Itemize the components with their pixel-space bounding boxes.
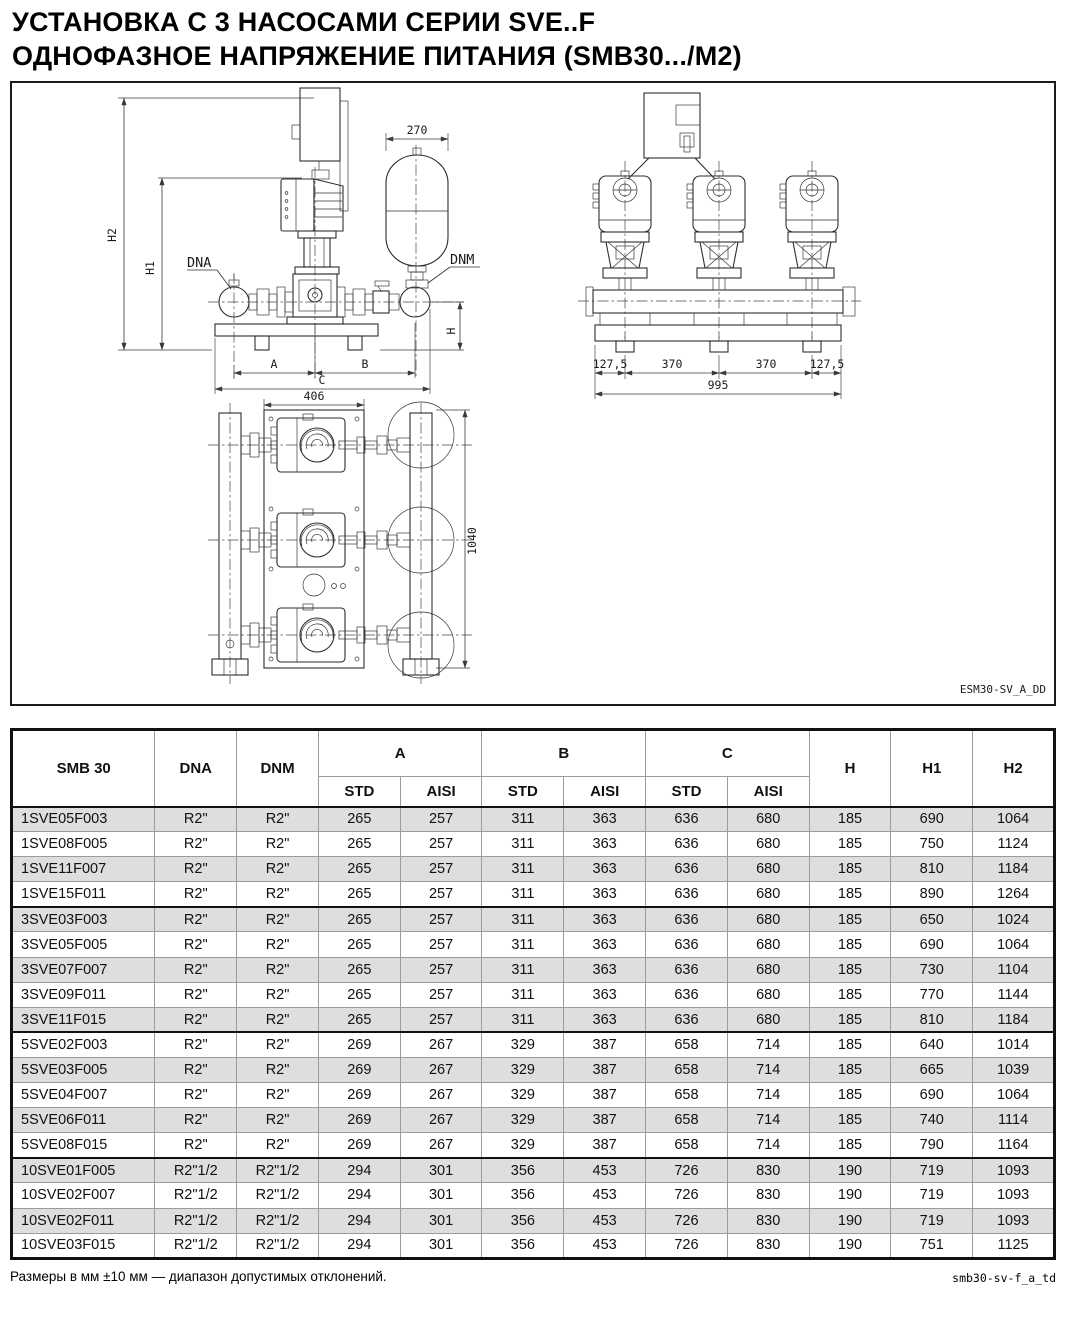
table-row bbox=[12, 907, 1055, 932]
value-cell: 185 bbox=[809, 857, 891, 882]
page-footer bbox=[10, 1269, 1056, 1285]
value-cell: 719 bbox=[891, 1208, 973, 1233]
col-header-h1: H1 bbox=[891, 730, 973, 807]
value-cell: 1125 bbox=[973, 1233, 1055, 1258]
plan-view bbox=[208, 389, 479, 684]
table-row bbox=[12, 1108, 1055, 1133]
value-cell: 1124 bbox=[973, 832, 1055, 857]
subcol-header-a-aisi: AISI bbox=[400, 777, 482, 807]
value-cell: 269 bbox=[318, 1108, 400, 1133]
value-cell: 1064 bbox=[973, 1083, 1055, 1108]
value-cell: R2" bbox=[237, 1133, 319, 1158]
value-cell: 257 bbox=[400, 807, 482, 832]
port-dna-label: DNA bbox=[187, 255, 212, 271]
value-cell: 257 bbox=[400, 1007, 482, 1032]
value-cell: 301 bbox=[400, 1183, 482, 1208]
model-cell: 3SVE05F005 bbox=[12, 932, 155, 957]
model-cell: 3SVE07F007 bbox=[12, 957, 155, 982]
model-cell: 5SVE04F007 bbox=[12, 1083, 155, 1108]
value-cell: 690 bbox=[891, 932, 973, 957]
value-cell: 714 bbox=[727, 1032, 809, 1057]
value-cell: R2" bbox=[237, 1032, 319, 1057]
table-body bbox=[12, 807, 1055, 1259]
value-cell: R2" bbox=[237, 982, 319, 1007]
value-cell: 830 bbox=[727, 1158, 809, 1183]
model-cell: 5SVE06F011 bbox=[12, 1108, 155, 1133]
value-cell: 726 bbox=[646, 1208, 728, 1233]
value-cell: 185 bbox=[809, 832, 891, 857]
value-cell: R2"1/2 bbox=[155, 1208, 237, 1233]
value-cell: 680 bbox=[727, 807, 809, 832]
value-cell: 1064 bbox=[973, 932, 1055, 957]
value-cell: 311 bbox=[482, 857, 564, 882]
value-cell: R2" bbox=[237, 832, 319, 857]
value-cell: 311 bbox=[482, 882, 564, 907]
model-cell: 3SVE11F015 bbox=[12, 1007, 155, 1032]
value-cell: 750 bbox=[891, 832, 973, 857]
page-title-line2: ОДНОФАЗНОЕ НАПРЯЖЕНИЕ ПИТАНИЯ (SMB30.../M2) bbox=[12, 41, 742, 71]
value-cell: 185 bbox=[809, 1007, 891, 1032]
value-cell: 680 bbox=[727, 907, 809, 932]
value-cell: R2" bbox=[237, 957, 319, 982]
table-row bbox=[12, 857, 1055, 882]
value-cell: 665 bbox=[891, 1057, 973, 1082]
value-cell: 658 bbox=[646, 1057, 728, 1082]
value-cell: 185 bbox=[809, 807, 891, 832]
value-cell: 719 bbox=[891, 1183, 973, 1208]
col-header-a: A bbox=[318, 730, 482, 777]
value-cell: 680 bbox=[727, 982, 809, 1007]
col-header-dnm: DNM bbox=[237, 730, 319, 807]
value-cell: R2" bbox=[155, 957, 237, 982]
value-cell: 1104 bbox=[973, 957, 1055, 982]
value-cell: 363 bbox=[564, 982, 646, 1007]
value-cell: R2" bbox=[237, 857, 319, 882]
value-cell: 329 bbox=[482, 1083, 564, 1108]
dim-127-right-label: 127,5 bbox=[809, 357, 845, 371]
value-cell: R2"1/2 bbox=[237, 1183, 319, 1208]
value-cell: R2"1/2 bbox=[155, 1183, 237, 1208]
value-cell: 265 bbox=[318, 907, 400, 932]
side-view bbox=[105, 88, 480, 394]
dim-a-label: A bbox=[270, 357, 278, 371]
value-cell: R2" bbox=[155, 907, 237, 932]
value-cell: R2"1/2 bbox=[237, 1158, 319, 1183]
value-cell: R2" bbox=[155, 807, 237, 832]
model-cell: 10SVE02F011 bbox=[12, 1208, 155, 1233]
value-cell: 690 bbox=[891, 1083, 973, 1108]
value-cell: R2" bbox=[155, 1057, 237, 1082]
value-cell: 1114 bbox=[973, 1108, 1055, 1133]
value-cell: 1184 bbox=[973, 857, 1055, 882]
value-cell: 453 bbox=[564, 1183, 646, 1208]
value-cell: 658 bbox=[646, 1108, 728, 1133]
value-cell: 830 bbox=[727, 1233, 809, 1258]
table-row bbox=[12, 1158, 1055, 1183]
dim-370-right-label: 370 bbox=[755, 357, 777, 371]
value-cell: R2"1/2 bbox=[237, 1208, 319, 1233]
value-cell: 311 bbox=[482, 932, 564, 957]
value-cell: 185 bbox=[809, 907, 891, 932]
value-cell: 257 bbox=[400, 982, 482, 1007]
page-title-line1: УСТАНОВКА С 3 НАСОСАМИ СЕРИИ SVE..F bbox=[12, 7, 596, 37]
subcol-header-a-std: STD bbox=[318, 777, 400, 807]
dim-127-left-label: 127,5 bbox=[592, 357, 628, 371]
value-cell: 267 bbox=[400, 1057, 482, 1082]
value-cell: R2" bbox=[237, 1108, 319, 1133]
value-cell: 269 bbox=[318, 1057, 400, 1082]
table-row bbox=[12, 1133, 1055, 1158]
table-row bbox=[12, 832, 1055, 857]
value-cell: 329 bbox=[482, 1032, 564, 1057]
value-cell: 311 bbox=[482, 807, 564, 832]
value-cell: 453 bbox=[564, 1233, 646, 1258]
value-cell: 680 bbox=[727, 832, 809, 857]
value-cell: 257 bbox=[400, 882, 482, 907]
value-cell: 453 bbox=[564, 1208, 646, 1233]
drawing-code: ESM30-SV_A_DD bbox=[959, 683, 1046, 696]
dim-270-label: 270 bbox=[406, 123, 428, 137]
value-cell: 363 bbox=[564, 882, 646, 907]
value-cell: 190 bbox=[809, 1183, 891, 1208]
front-view bbox=[578, 93, 861, 399]
value-cell: R2" bbox=[237, 1083, 319, 1108]
value-cell: 311 bbox=[482, 907, 564, 932]
table-header bbox=[12, 730, 1055, 807]
value-cell: 1093 bbox=[973, 1158, 1055, 1183]
value-cell: 680 bbox=[727, 857, 809, 882]
value-cell: 257 bbox=[400, 932, 482, 957]
value-cell: 387 bbox=[564, 1133, 646, 1158]
value-cell: 680 bbox=[727, 932, 809, 957]
value-cell: R2" bbox=[155, 1108, 237, 1133]
value-cell: 190 bbox=[809, 1158, 891, 1183]
dim-1040-label: 1040 bbox=[465, 527, 479, 555]
value-cell: 185 bbox=[809, 1108, 891, 1133]
subcol-header-b-aisi: AISI bbox=[564, 777, 646, 807]
model-cell: 3SVE09F011 bbox=[12, 982, 155, 1007]
col-header-b: B bbox=[482, 730, 646, 777]
dimension-table bbox=[10, 728, 1056, 1260]
value-cell: 265 bbox=[318, 982, 400, 1007]
model-cell: 1SVE05F003 bbox=[12, 807, 155, 832]
value-cell: R2" bbox=[237, 1057, 319, 1082]
value-cell: 265 bbox=[318, 857, 400, 882]
value-cell: 269 bbox=[318, 1083, 400, 1108]
value-cell: 301 bbox=[400, 1158, 482, 1183]
table-row bbox=[12, 1007, 1055, 1032]
dim-c-label: C bbox=[318, 373, 326, 387]
value-cell: 830 bbox=[727, 1183, 809, 1208]
value-cell: 185 bbox=[809, 957, 891, 982]
value-cell: 294 bbox=[318, 1158, 400, 1183]
value-cell: R2" bbox=[155, 1032, 237, 1057]
value-cell: 311 bbox=[482, 982, 564, 1007]
value-cell: 301 bbox=[400, 1233, 482, 1258]
value-cell: 658 bbox=[646, 1133, 728, 1158]
value-cell: 269 bbox=[318, 1133, 400, 1158]
model-cell: 5SVE03F005 bbox=[12, 1057, 155, 1082]
dim-h2-label: H2 bbox=[105, 228, 119, 242]
value-cell: R2" bbox=[237, 882, 319, 907]
value-cell: 636 bbox=[646, 982, 728, 1007]
dim-h1-label: H1 bbox=[143, 261, 157, 275]
value-cell: 190 bbox=[809, 1233, 891, 1258]
table-row bbox=[12, 957, 1055, 982]
dim-995-label: 995 bbox=[707, 378, 729, 392]
drawing-panel bbox=[10, 81, 1056, 706]
value-cell: R2" bbox=[155, 1133, 237, 1158]
value-cell: 636 bbox=[646, 957, 728, 982]
value-cell: 1039 bbox=[973, 1057, 1055, 1082]
value-cell: R2" bbox=[155, 1007, 237, 1032]
model-cell: 5SVE02F003 bbox=[12, 1032, 155, 1057]
value-cell: 363 bbox=[564, 857, 646, 882]
value-cell: 387 bbox=[564, 1108, 646, 1133]
value-cell: 830 bbox=[727, 1208, 809, 1233]
value-cell: 185 bbox=[809, 982, 891, 1007]
value-cell: 387 bbox=[564, 1032, 646, 1057]
table-row bbox=[12, 1083, 1055, 1108]
value-cell: R2"1/2 bbox=[155, 1233, 237, 1258]
value-cell: R2" bbox=[155, 832, 237, 857]
value-cell: 726 bbox=[646, 1158, 728, 1183]
value-cell: 363 bbox=[564, 932, 646, 957]
value-cell: 265 bbox=[318, 832, 400, 857]
table-row bbox=[12, 1057, 1055, 1082]
value-cell: R2" bbox=[237, 932, 319, 957]
value-cell: 726 bbox=[646, 1183, 728, 1208]
model-cell: 1SVE15F011 bbox=[12, 882, 155, 907]
technical-drawing bbox=[12, 83, 1054, 704]
dim-h-label: H bbox=[444, 327, 458, 335]
table-row bbox=[12, 1032, 1055, 1057]
value-cell: 636 bbox=[646, 832, 728, 857]
value-cell: 726 bbox=[646, 1233, 728, 1258]
value-cell: 185 bbox=[809, 882, 891, 907]
value-cell: 1184 bbox=[973, 1007, 1055, 1032]
value-cell: 257 bbox=[400, 907, 482, 932]
value-cell: 1144 bbox=[973, 982, 1055, 1007]
value-cell: 294 bbox=[318, 1233, 400, 1258]
value-cell: 1264 bbox=[973, 882, 1055, 907]
value-cell: 714 bbox=[727, 1108, 809, 1133]
table-row bbox=[12, 807, 1055, 832]
value-cell: R2" bbox=[155, 1083, 237, 1108]
value-cell: 265 bbox=[318, 1007, 400, 1032]
col-header-dna: DNA bbox=[155, 730, 237, 807]
value-cell: 267 bbox=[400, 1108, 482, 1133]
value-cell: 714 bbox=[727, 1133, 809, 1158]
table-row bbox=[12, 982, 1055, 1007]
value-cell: 329 bbox=[482, 1133, 564, 1158]
value-cell: 1024 bbox=[973, 907, 1055, 932]
value-cell: 356 bbox=[482, 1208, 564, 1233]
value-cell: 658 bbox=[646, 1032, 728, 1057]
model-cell: 1SVE11F007 bbox=[12, 857, 155, 882]
model-cell: 10SVE03F015 bbox=[12, 1233, 155, 1258]
value-cell: 294 bbox=[318, 1183, 400, 1208]
value-cell: 751 bbox=[891, 1233, 973, 1258]
value-cell: 636 bbox=[646, 882, 728, 907]
value-cell: 329 bbox=[482, 1108, 564, 1133]
value-cell: 890 bbox=[891, 882, 973, 907]
model-cell: 3SVE03F003 bbox=[12, 907, 155, 932]
value-cell: 190 bbox=[809, 1208, 891, 1233]
page-title bbox=[0, 0, 1066, 73]
value-cell: 714 bbox=[727, 1083, 809, 1108]
value-cell: R2" bbox=[155, 932, 237, 957]
col-header-h2: H2 bbox=[973, 730, 1055, 807]
model-cell: 1SVE08F005 bbox=[12, 832, 155, 857]
table-row bbox=[12, 882, 1055, 907]
value-cell: 311 bbox=[482, 957, 564, 982]
value-cell: 640 bbox=[891, 1032, 973, 1057]
value-cell: 680 bbox=[727, 882, 809, 907]
value-cell: 257 bbox=[400, 957, 482, 982]
value-cell: 265 bbox=[318, 807, 400, 832]
value-cell: R2"1/2 bbox=[237, 1233, 319, 1258]
value-cell: 257 bbox=[400, 857, 482, 882]
value-cell: 311 bbox=[482, 1007, 564, 1032]
value-cell: 636 bbox=[646, 1007, 728, 1032]
value-cell: 453 bbox=[564, 1158, 646, 1183]
value-cell: 267 bbox=[400, 1133, 482, 1158]
value-cell: 1164 bbox=[973, 1133, 1055, 1158]
value-cell: 267 bbox=[400, 1083, 482, 1108]
value-cell: 658 bbox=[646, 1083, 728, 1108]
table-row bbox=[12, 1233, 1055, 1258]
value-cell: 650 bbox=[891, 907, 973, 932]
port-dnm-label: DNM bbox=[450, 252, 475, 268]
doc-code: smb30-sv-f_a_td bbox=[952, 1270, 1056, 1285]
value-cell: R2"1/2 bbox=[155, 1158, 237, 1183]
value-cell: 680 bbox=[727, 957, 809, 982]
value-cell: 387 bbox=[564, 1083, 646, 1108]
col-header-c: C bbox=[646, 730, 810, 777]
value-cell: 257 bbox=[400, 832, 482, 857]
value-cell: 363 bbox=[564, 832, 646, 857]
value-cell: R2" bbox=[237, 907, 319, 932]
value-cell: 265 bbox=[318, 932, 400, 957]
value-cell: R2" bbox=[155, 882, 237, 907]
value-cell: 265 bbox=[318, 957, 400, 982]
value-cell: R2" bbox=[155, 857, 237, 882]
value-cell: 690 bbox=[891, 807, 973, 832]
value-cell: 1093 bbox=[973, 1208, 1055, 1233]
dim-b-label: B bbox=[361, 357, 369, 371]
value-cell: 636 bbox=[646, 932, 728, 957]
table-row bbox=[12, 932, 1055, 957]
value-cell: 810 bbox=[891, 857, 973, 882]
value-cell: 294 bbox=[318, 1208, 400, 1233]
subcol-header-b-std: STD bbox=[482, 777, 564, 807]
value-cell: 790 bbox=[891, 1133, 973, 1158]
value-cell: 810 bbox=[891, 1007, 973, 1032]
value-cell: 267 bbox=[400, 1032, 482, 1057]
footer-note: Размеры в мм ±10 мм — диапазон допустимых отклонений. bbox=[10, 1268, 387, 1284]
table-row bbox=[12, 1208, 1055, 1233]
value-cell: 363 bbox=[564, 907, 646, 932]
value-cell: 1093 bbox=[973, 1183, 1055, 1208]
value-cell: 185 bbox=[809, 1032, 891, 1057]
subcol-header-c-aisi: AISI bbox=[727, 777, 809, 807]
value-cell: 770 bbox=[891, 982, 973, 1007]
value-cell: 1014 bbox=[973, 1032, 1055, 1057]
value-cell: 185 bbox=[809, 1057, 891, 1082]
dim-370-left-label: 370 bbox=[661, 357, 683, 371]
value-cell: 714 bbox=[727, 1057, 809, 1082]
value-cell: 356 bbox=[482, 1158, 564, 1183]
value-cell: 185 bbox=[809, 1133, 891, 1158]
value-cell: 329 bbox=[482, 1057, 564, 1082]
value-cell: R2" bbox=[155, 982, 237, 1007]
value-cell: 1064 bbox=[973, 807, 1055, 832]
value-cell: 719 bbox=[891, 1158, 973, 1183]
value-cell: 265 bbox=[318, 882, 400, 907]
value-cell: 636 bbox=[646, 857, 728, 882]
model-cell: 10SVE01F005 bbox=[12, 1158, 155, 1183]
value-cell: 680 bbox=[727, 1007, 809, 1032]
value-cell: 301 bbox=[400, 1208, 482, 1233]
value-cell: R2" bbox=[237, 807, 319, 832]
model-cell: 10SVE02F007 bbox=[12, 1183, 155, 1208]
subcol-header-c-std: STD bbox=[646, 777, 728, 807]
value-cell: 730 bbox=[891, 957, 973, 982]
value-cell: 356 bbox=[482, 1233, 564, 1258]
col-header-model: SMB 30 bbox=[12, 730, 155, 807]
value-cell: 311 bbox=[482, 832, 564, 857]
value-cell: 269 bbox=[318, 1032, 400, 1057]
table-row bbox=[12, 1183, 1055, 1208]
dim-406-label: 406 bbox=[303, 389, 325, 403]
model-cell: 5SVE08F015 bbox=[12, 1133, 155, 1158]
value-cell: 356 bbox=[482, 1183, 564, 1208]
value-cell: 636 bbox=[646, 807, 728, 832]
value-cell: 636 bbox=[646, 907, 728, 932]
value-cell: 185 bbox=[809, 1083, 891, 1108]
value-cell: 363 bbox=[564, 1007, 646, 1032]
value-cell: R2" bbox=[237, 1007, 319, 1032]
value-cell: 363 bbox=[564, 807, 646, 832]
value-cell: 185 bbox=[809, 932, 891, 957]
value-cell: 387 bbox=[564, 1057, 646, 1082]
value-cell: 363 bbox=[564, 957, 646, 982]
value-cell: 740 bbox=[891, 1108, 973, 1133]
col-header-h: H bbox=[809, 730, 891, 807]
